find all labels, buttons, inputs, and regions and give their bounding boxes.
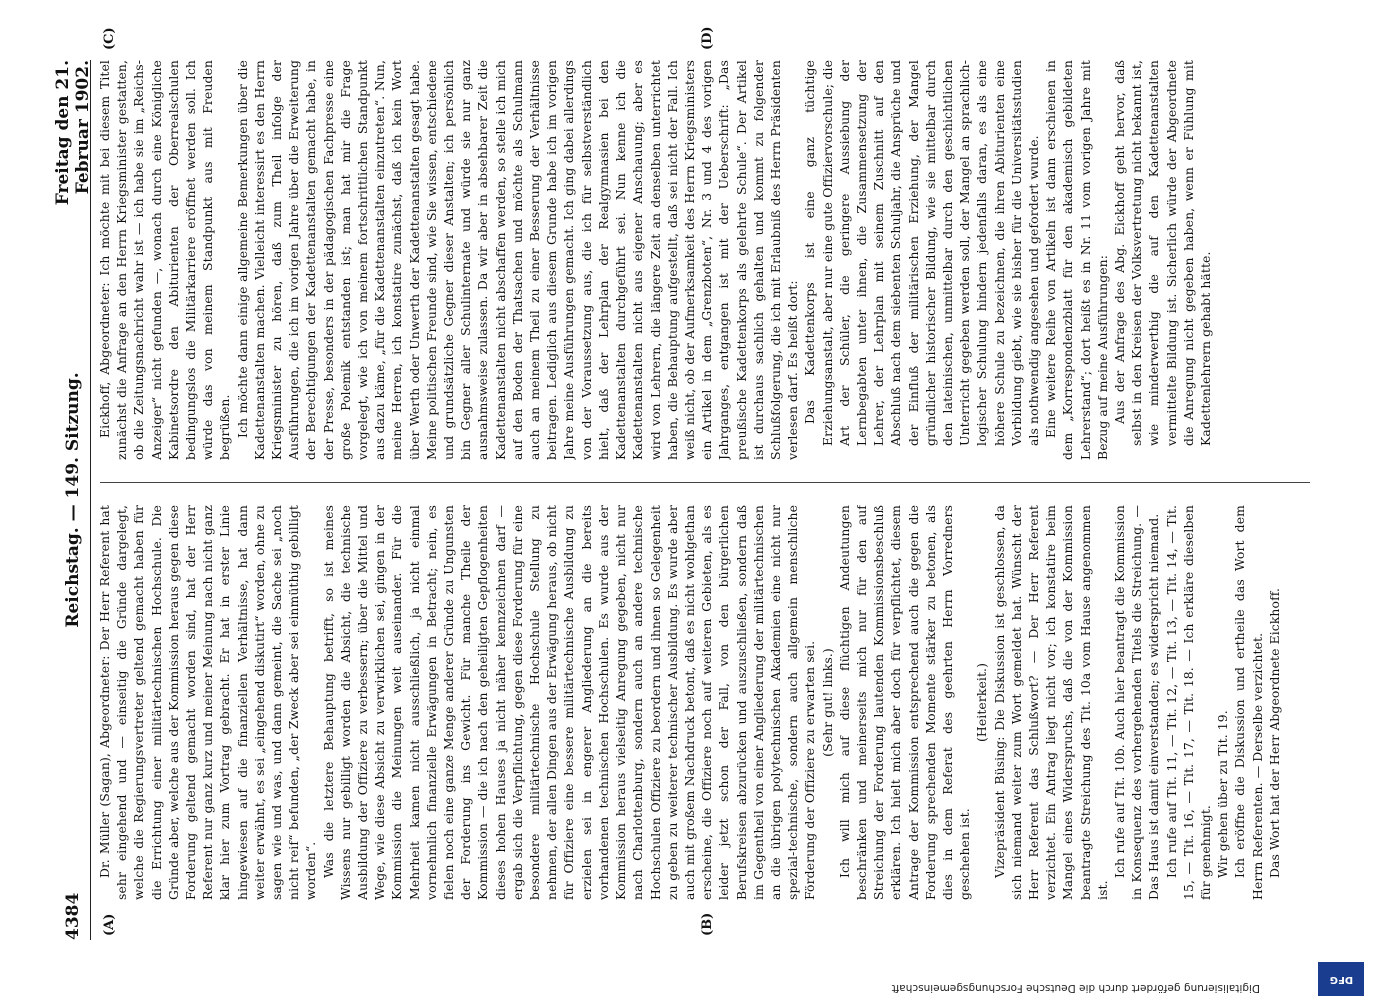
digitization-notice-text: Digitalisierung gefördert durch die Deutsche Forschungsgemeinschaft [891, 982, 1260, 994]
left-column [96, 505, 1316, 900]
session-title: Reichstag. — 149. Sitzung. [63, 372, 83, 628]
page-header [53, 60, 93, 940]
quotation: Das Kadettenkorps ist eine ganz tüchtige Erziehungsanstalt, aber nur eine gute Offiziervorschule; die Art der Schüler, die geringere Aussiebung der Lernbegabten unter ihnen, die Zusammensetzung der Lehrer, der Lehrplan mit seinem Zuschnitt auf den Abschluß nach dem siebenten Schuljahr, die Ansprüche und der Einfluß der militärischen Erziehung, der Mangel gründlicher historischer Bildung, wie sie mittelbar durch den lateinischen, unmittelbar durch den geschichtlichen Unterricht gegeben werden soll, der Mangel an sprachlich-logischer Schulung hindern jedenfalls daran, es als eine höhere Schule zu bezeichnen, die ihren Abiturienten eine Vorbildung giebt, wie sie bisher für die Universitätsstudien als nothwendig angesehen und gefordert wurde. [802, 60, 1041, 446]
margin-marker-c: (C) [102, 27, 117, 50]
digitization-notice [110, 954, 1260, 994]
paragraph: Das Wort hat der Herr Abgeordnete Eickhoff. [1266, 587, 1282, 878]
margin-marker-d: (D) [700, 26, 715, 50]
margin-marker-b: (B) [700, 912, 715, 936]
paragraph: Ich will mich auf diese flüchtigen Andeutungen beschränken und meinerseits mich nur für den auf Streichung der Forderung lautenden Kommissionsbeschluß erklären. Ich hielt mich aber doch für verpflichtet, diesem Antrage der Kommission entsprechend auch die gegen die Forderung sprechenden Momente stärker zu betonen, als dies in dem Referat des geehrten Herrn Vorredners geschehen ist. [836, 505, 973, 900]
interjection: (Heiterkeit.) [974, 662, 990, 743]
paragraph: Wir gehen über zu Tit. 19. [1215, 710, 1231, 878]
paragraph: Ich möchte dann einige allgemeine Bemerkungen über die Kadettenanstalten machen. Vielleicht interessirt es den Herrn Kriegsminister zu hören, daß zum Theil infolge der Ausführungen, die ich im vorigen Jahre über die Erweiterung der Berechtigungen der Kadettenanstalten gemacht habe, in der Presse, besonders in der pädagogischen Fachpresse eine große Polemik entstanden ist; man hat mir die Frage vorgelegt, wie ich von meinem fortschrittlichen Standpunkt aus dazu käme, „für die Kadettenanstalten einzutreten“. Nun, meine Herren, ich konstatire zunächst, daß ich kein Wort über Werth oder Unwerth der Kadettenanstalten gesagt habe. Meine politischen Freunde sind, wie Sie wissen, entschiedene und grundsätzliche Gegner dieser Anstalten; ich persönlich bin Gegner aller Schulinternate und würde sie nur ganz ausnahmsweise zulassen. Da wir aber in absehbarer Zeit die Kadettenanstalten nicht abschaffen werden, so stelle ich mich auf den Boden der Thatsachen und möchte als Schulmann auch an meinem Theil zu einer Besserung der Verhältnisse beitragen. Lediglich aus diesem Grunde habe ich im vorigen Jahre meine Ausführungen gemacht. Ich ging dabei allerdings von der Voraussetzung aus, die ich für selbstverständlich hielt, daß der Lehrplan der Realgymnasien bei den Kadettenanstalten durchgeführt sei. Nun kenne ich die Kadettenanstalten nicht aus eigener Anschauung; aber es wird von Lehrern, die längere Zeit an denselben unterrichtet haben, die Behauptung aufgestellt, daß sei nicht der Fall. Ich weiß nicht, ob der Aufmerksamkeit des Herrn Kriegsministers ein Artikel in dem „Grenzboten“, Nr. 3 und 4 des vorigen Jahrganges, entgangen ist mit der Ueberschrift: „Das preußische Kadettenkorps als gelehrte Schule“. Der Artikel ist durchaus sachlich gehalten und kommt zu folgender Schlußfolgerung, die ich mit Erlaubniß des Herrn Präsidenten verlesen darf. Es heißt dort: [234, 60, 801, 460]
paragraph: Ich rufe auf Tit. 10b. Auch hier beantragt die Kommission in Konsequenz des vorhergehenden Titels die Streichung. — Das Haus ist damit einverstanden; es widerspricht niemand. [1111, 505, 1162, 900]
page-number: 4384 [63, 892, 83, 940]
quotation: Aus der Anfrage des Abg. Eickhoff geht hervor, daß selbst in den Kreisen der Volksvertretung nicht bekannt ist, wie minderwerthig die auf den Kadettenanstalten vermittelte Bildung ist. Sicherlich würde der Abgeordnete die Anregung nicht gegeben haben, wenn er Fühlung mit Kadettenlehrern gehabt hätte. [1111, 60, 1213, 446]
paragraph: Eine weitere Reihe von Artikeln ist dann erschienen in dem „Korrespondenzblatt für den akademisch gebildeten Lehrerstand“; dort heißt es in Nr. 11 vom vorigen Jahre mit Bezug auf meine Ausführungen: [1043, 60, 1110, 460]
margin-marker-a: (A) [102, 913, 117, 936]
paragraph: Vizepräsident Büsing: Die Diskussion ist geschlossen, da sich niemand weiter zum Wort gemeldet hat. Wünscht der Herr Referent das Schlußwort? — Der Herr Referent verzichtet. Ein Antrag liegt nicht vor; ich konstatire beim Mangel eines Widerspruchs, daß die von der Kommission beantragte Streichung des Tit. 10a vom Hause angenommen ist. [991, 505, 1110, 900]
column-divider [100, 482, 1310, 483]
paragraph: Ich rufe auf Tit. 11, — Tit. 12, — Tit. 13, — Tit. 14, — Tit. 15, — Tit. 16, — Tit. 17, — Tit. 18. — Ich erkläre dieselben für genehmigt. [1163, 505, 1213, 900]
dfg-logo-text: DFG [1329, 973, 1353, 985]
paragraph: Was die letztere Behauptung betrifft, so ist meines Wissens nur gebilligt worden die Absicht, die technische Ausbildung der Offiziere zu verbessern; über die Mittel und Wege, wie diese Absicht zu verwirklichen sei, gingen in der Kommission die Meinungen weit auseinander. Für die Mehrheit kamen nicht ausschließlich, ja nicht einmal vornehmlich finanzielle Erwägungen in Betracht; nein, es fielen noch eine ganze Menge anderer Gründe zu Ungunsten der Forderung ins Gewicht. Für manche Theile der Kommission — die ich nach den geheiligten Gepflogenheiten dieses hohen Hauses ja nicht näher kennzeichnen darf — ergab sich die Verpflichtung, gegen diese Forderung für eine besondere militärtechnische Hochschule Stellung zu nehmen, der allen Dingen aus der Erwägung heraus, ob nicht für Offiziere eine bessere militärtechnische Ausbildung zu erzielen sei in engerer Angliederung an die bereits vorhandenen technischen Hochschulen. Es wurde aus der Kommission heraus vielseitig Anregung gegeben, nicht nur nach Charlottenburg, sondern auch an andere technische Hochschulen Offiziere zu beordern und ihnen so Gelegenheit zu geben zu weiterer technischer Ausbildung. Es wurde aber auch mit großem Nachdruck betont, daß es nicht wohlgethan erscheine, die Offiziere noch auf weiteren Gebieten, als es leider jetzt schon der Fall, von den bürgerlichen Berufskreisen abzurücken und auszuschließen, sondern daß im Gegentheil von einer Angliederung der militärtechnischen an die übrigen polytechnischen Akademien eine nicht nur spezial-technische, sondern auch allgemein menschliche Förderung der Offiziere zu erwarten sei. [320, 505, 818, 900]
session-date: Freitag den 21. Februar 1902. [53, 60, 93, 206]
right-column [96, 60, 1316, 460]
paragraph: Dr. Müller (Sagan), Abgeordneter: Der Herr Referent hat sehr eingehend und — einseitig die Gründe dargelegt, welche die Regierungsvertreter geltend gemacht haben für die Errichtung einer militärtechnischen Hochschule. Die Gründe aber, welche aus der Kommission heraus gegen diese Forderung geltend gemacht worden sind, hat der Herr Referent nur ganz kurz und meiner Meinung nach nicht ganz klar hier zum Vortrag gebracht. Er hat in erster Linie hingewiesen auf die finanziellen Verhältnisse, hat dann weiter erwähnt, es sei „eingehend diskutirt“ worden, ohne zu sagen wie und was, und dann gemeint, die Sache sei „noch nicht reif“ befunden, „der Zweck aber sei einmüthig gebilligt worden“. [97, 505, 319, 900]
dfg-logo [1318, 962, 1364, 996]
paragraph: Eickhoff, Abgeordneter: Ich möchte mit bei diesem Titel zunächst die Anfrage an den Herrn Kriegsminister gestatten, ob die Zeitungsnachricht wahr ist — ich habe sie im „Reichs-Anzeiger“ nicht gefunden —, wonach durch eine Königliche Kabinetsordre den Abiturienten der Oberrealschulen bedingungslos die Militärkarriere eröffnet werden soll. Ich würde das von meinem Standpunkt aus mit Freuden begrüßen. [97, 60, 233, 460]
paragraph: Ich eröffne die Diskussion und ertheile das Wort dem Herrn Referenten. — Derselbe verzichtet. [1232, 505, 1265, 900]
interjection: (Sehr gut! links.) [819, 648, 835, 757]
